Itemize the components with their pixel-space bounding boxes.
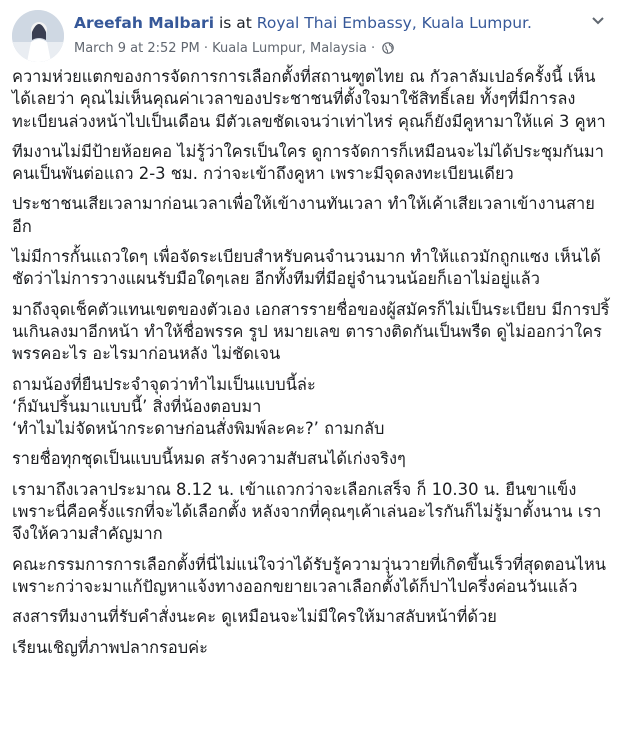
meta-separator: · bbox=[203, 41, 209, 56]
post-header bbox=[12, 10, 609, 62]
post-paragraph: คณะกรรมการการเลือกตั้งที่นี่ไม่แน่ใจว่าได้รับรู้ความวุ่นวายที่เกิดขึ้นเร็วที่สุดตอนไหน เพราะกว่าจะมาแก้ปัญหาแจ้งทางออกขยายเวลาเลือกตั้งได้ก็ปาไปครึ่งค่อนวันแล้ว bbox=[12, 554, 606, 596]
author-name[interactable]: Areefah Malbari bbox=[74, 14, 215, 32]
location-link[interactable]: Kuala Lumpur, Malaysia bbox=[212, 41, 367, 56]
post-title-line bbox=[74, 14, 532, 32]
avatar[interactable] bbox=[12, 10, 64, 62]
checkin-text: is at bbox=[218, 14, 252, 32]
chevron-down-icon[interactable] bbox=[587, 10, 609, 32]
timestamp[interactable]: March 9 at 2:52 PM bbox=[74, 41, 200, 56]
profile-photo bbox=[12, 10, 64, 62]
post-paragraph: สงสารทีมงานที่รับคำสั่งนะคะ ดูเหมือนจะไม่มีใครให้มาสลับหน้าที่ด้วย bbox=[12, 607, 497, 627]
post-paragraph: ประชาชนเสียเวลามาก่อนเวลาเพื่อให้เข้างานทันเวลา ทำให้เค้าเสียเวลาเข้างานสายอีก bbox=[12, 194, 595, 236]
post-paragraph: ไม่มีการกั้นแถวใดๆ เพื่อจัดระเบียบสำหรับคนจำนวนมาก ทำให้แถวมักถูกแซง เห็นได้ชัดว่าไม่การวางแผนรับมือใดๆเลย อีกทั้งทีมที่มีอยู่จำนวนน้อยก็เอาไม่อยู่แล้ว bbox=[12, 247, 601, 289]
post-paragraph: เรามาถึงเวลาประมาณ 8.12 น. เข้าแถวกว่าจะเลือกเสร็จ ก็ 10.30 น. ยืนขาแข็ง เพราะนี่คือครั้งแรกที่จะได้เลือกตั้ง หลังจากที่คุณๆเค้าเล่นอะไรกันก็ไม่รู้มาตั้งนาน เราจึงให้ความสำคัญมาก bbox=[12, 479, 602, 544]
post-meta bbox=[74, 41, 394, 58]
place-link[interactable]: Royal Thai Embassy, Kuala Lumpur. bbox=[256, 14, 532, 32]
post-body bbox=[12, 66, 612, 667]
post-paragraph: ถามน้องที่ยืนประจำจุดว่าทำไมเป็นแบบนี้ล่ะ ‘ก็มันปริ้นมาแบบนี้’ สิ่งที่น้องตอบมา ‘ทำไมไม่จัดหน้ากระดาษก่อนสั่งพิมพ์ละคะ?’ ถามกลับ bbox=[12, 374, 385, 439]
post-paragraph: มาถึงจุดเช็คตัวแทนเขตของตัวเอง เอกสารรายชื่อของผู้สมัครก็ไม่เป็นระเบียบ มีการปริ้นเกินลงมาอีกหน้า ทำให้ชื่อพรรค รูป หมายเลข ตารางติดกันเป็นพรืด ดูไม่ออกว่าใครพรรคอะไร อะไรมาก่อนหลัง ไม่ชัดเจน bbox=[12, 299, 610, 364]
globe-icon[interactable] bbox=[382, 42, 394, 58]
meta-separator-2: · bbox=[370, 41, 376, 56]
post-paragraph: ทีมงานไม่มีป้ายห้อยคอ ไม่รู้ว่าใครเป็นใคร ดูการจัดการก็เหมือนจะไม่ได้ประชุมกันมา คนเป็นพันต่อแถว 2-3 ชม. กว่าจะเข้าถึงคูหา เพราะมีจุดลงทะเบียนเดียว bbox=[12, 141, 604, 184]
post-paragraph: รายชื่อทุกชุดเป็นแบบนี้หมด สร้างความสับสนได้เก่งจริงๆ bbox=[12, 449, 406, 469]
post-paragraph: เรียนเชิญที่ภาพปลากรอบค่ะ bbox=[12, 637, 208, 657]
post-paragraph: ความห่วยแตกของการจัดการการเลือกตั้งที่สถานฑูตไทย ณ กัวลาลัมเปอร์ครั้งนี้ เห็นได้เลยว่า คุณไม่เห็นคุณค่าเวลาของประชาชนที่ตั้งใจมาใช้สิทธิ์เลย ทั้งๆที่มีการลงทะเบียนล่วงหน้าไปเป็นเดือน มีตัวเลขชัดเจนว่าเท่าไหร่ คุณก็ยังมีคูหามาให้แค่ 3 คูหา bbox=[12, 67, 606, 131]
